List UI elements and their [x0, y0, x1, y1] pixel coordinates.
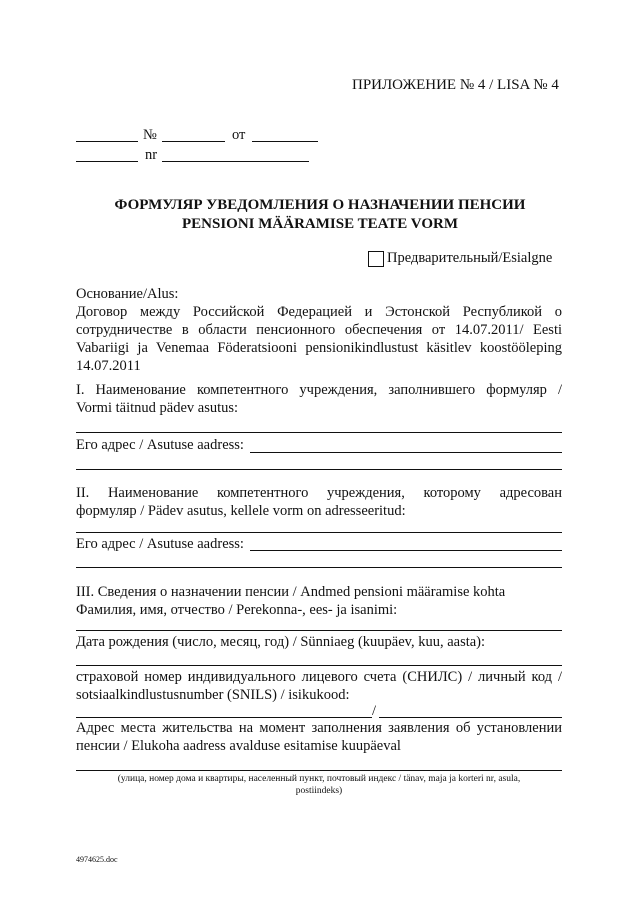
ref-from-label: от — [232, 127, 246, 143]
ref-number-blank[interactable] — [76, 141, 138, 142]
ref-date-blank[interactable] — [252, 141, 318, 142]
ref-nr-label: nr — [145, 147, 158, 163]
preliminary-checkbox[interactable] — [368, 251, 384, 267]
basis-line-3: Vabariigi ja Venemaa Föderatsiooni pensionikindlustust käsitlev koostööleping — [76, 340, 562, 356]
section1-address-blank-2[interactable] — [76, 469, 562, 470]
ref-no-blank[interactable] — [162, 141, 225, 142]
section3-snils-line-1: страховой номер индивидуального лицевого счета (СНИЛС) / личный код / — [76, 669, 562, 685]
basis-line-4: 14.07.2011 — [76, 358, 141, 374]
basis-line-1: Договор между Российской Федерацией и Эстонской Республикой о — [76, 304, 562, 320]
section2-line-1: II. Наименование компетентного учреждения, которому адресован — [76, 485, 562, 501]
section3-dob-blank[interactable] — [76, 665, 562, 666]
section1-line-1: I. Наименование компетентного учреждения, заполнившего формуляр / — [76, 382, 562, 398]
footer-filename: 4974625.doc — [76, 855, 118, 864]
section3-personal-code-blank[interactable] — [379, 717, 562, 718]
section1-institution-blank[interactable] — [76, 432, 562, 433]
section3-snils-blank[interactable] — [76, 717, 372, 718]
section3-slash: / — [372, 703, 377, 719]
section1-address-blank[interactable] — [250, 452, 562, 453]
ref-number-et-blank[interactable] — [76, 161, 138, 162]
section2-address-label: Его адрес / Asutuse aadress: — [76, 536, 244, 552]
section1-line-2: Vormi täitnud pädev asutus: — [76, 400, 239, 416]
ref-nr-blank[interactable] — [162, 161, 309, 162]
section3-address-hint-2: postiindeks) — [295, 786, 343, 796]
section2-institution-blank[interactable] — [76, 532, 562, 533]
section2-address-blank[interactable] — [250, 550, 562, 551]
section3-snils-line-2: sotsiaalkindlustusnumber (SNILS) / isikukood: — [76, 687, 350, 703]
preliminary-label: Предварительный/Esialgne — [387, 250, 553, 266]
section3-address-blank[interactable] — [76, 770, 562, 771]
form-title-ru: ФОРМУЛЯР УВЕДОМЛЕНИЯ О НАЗНАЧЕНИИ ПЕНСИИ — [114, 197, 526, 213]
section3-address-line-2: пенсии / Elukoha aadress avalduse esitamise kuupäeval — [76, 738, 401, 754]
section2-address-blank-2[interactable] — [76, 567, 562, 568]
section2-line-2: формуляр / Pädev asutus, kellele vorm on adresseeritud: — [76, 503, 406, 519]
appendix-header: ПРИЛОЖЕНИЕ № 4 / LISA № 4 — [352, 77, 559, 93]
section3-dob-label: Дата рождения (число, месяц, год) / Sünniaeg (kuupäev, kuu, aasta): — [76, 634, 486, 650]
section1-address-label: Его адрес / Asutuse aadress: — [76, 437, 244, 453]
basis-line-2: сотрудничестве в области пенсионного обеспечения от 14.07.2011/ Eesti — [76, 322, 562, 338]
section3-address-hint-1: (улица, номер дома и квартиры, населенный пункт, почтовый индекс / tänav, maja ja korteri nr, asula, — [117, 774, 521, 784]
form-title-et: PENSIONI MÄÄRAMISE TEATE VORM — [182, 216, 458, 232]
section3-line-1: III. Сведения о назначении пенсии / Andmed pensioni määramise kohta — [76, 584, 506, 600]
section3-address-line-1: Адрес места жительства на момент заполнения заявления об установлении — [76, 720, 562, 736]
ref-no-label: № — [143, 127, 157, 143]
section3-line-2: Фамилия, имя, отчество / Perekonna-, ees- ja isanimi: — [76, 602, 398, 618]
section3-name-blank[interactable] — [76, 630, 562, 631]
basis-label: Основание/Alus: — [76, 286, 179, 302]
